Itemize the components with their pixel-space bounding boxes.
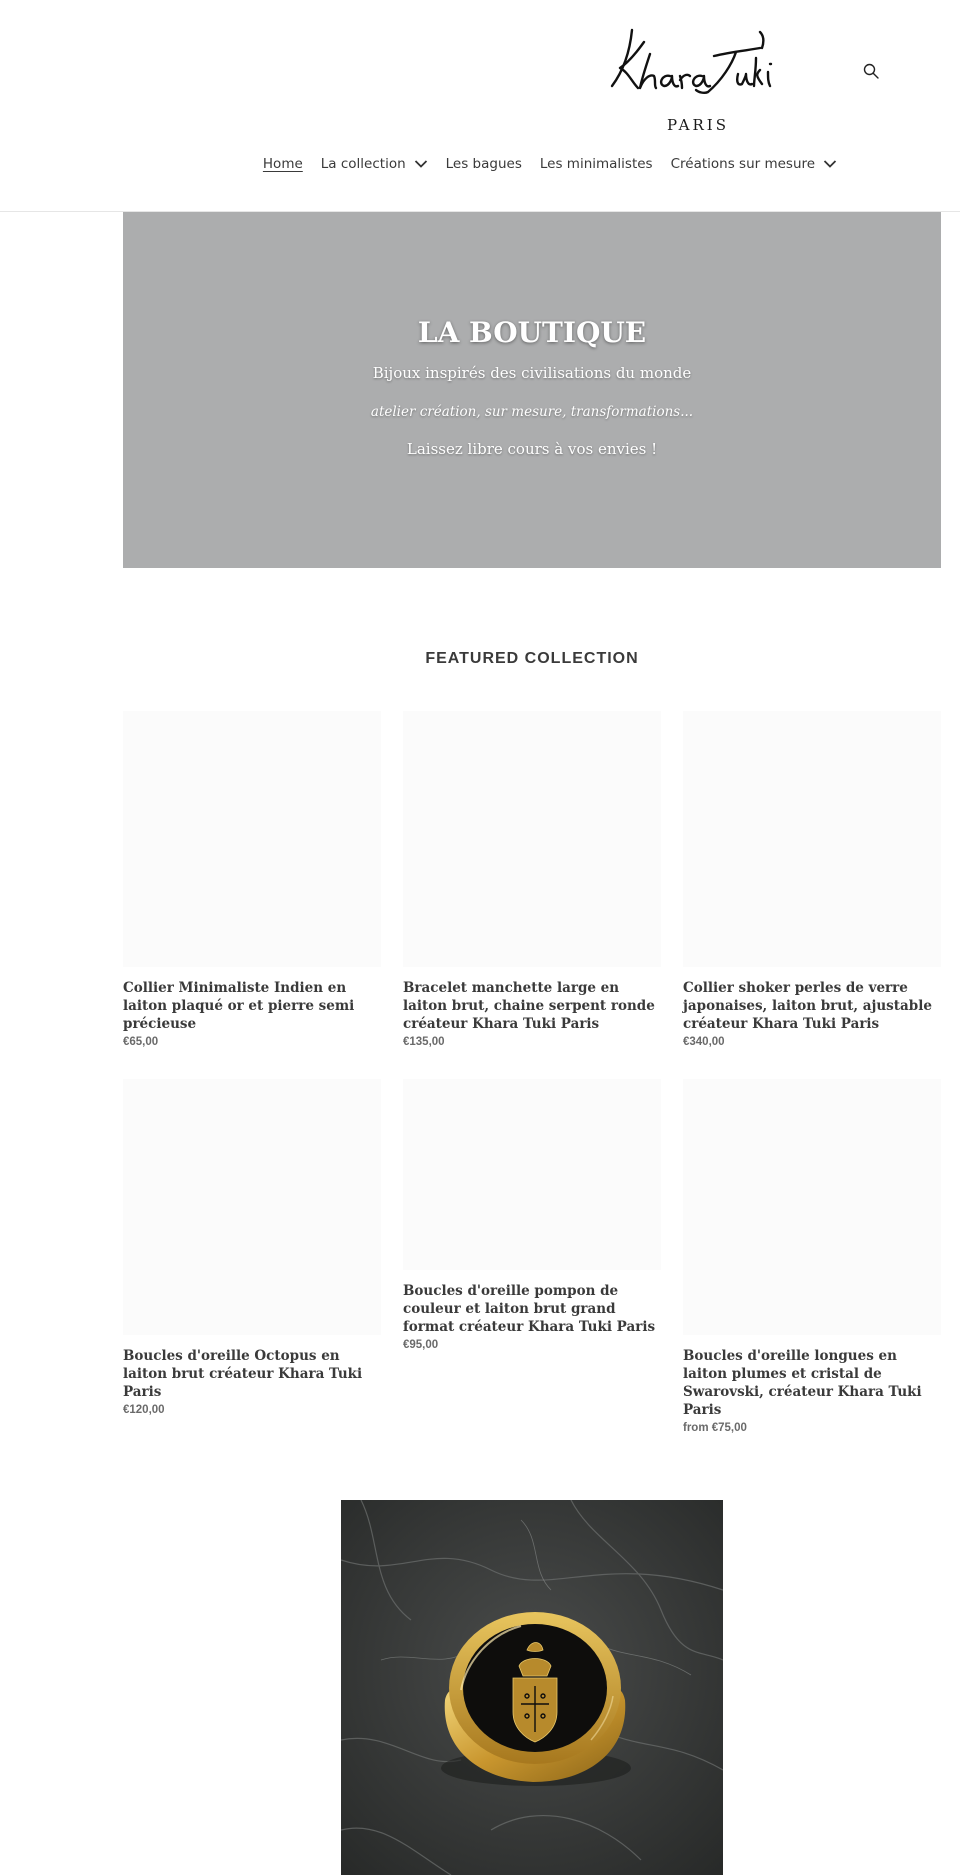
product-card[interactable] [123, 1079, 381, 1416]
product-title[interactable]: Collier Minimaliste Indien en laiton plaqué or et pierre semi précieuse [123, 980, 355, 1032]
main-navigation [0, 152, 960, 176]
product-image[interactable] [123, 1079, 381, 1335]
nav-item-label: Home [262, 156, 303, 172]
product-card[interactable] [403, 1079, 661, 1351]
product-title[interactable]: Bracelet manchette large en laiton brut, chaine serpent ronde créateur Khara Tuki Paris [403, 980, 655, 1032]
hero-subtitle: Bijoux inspirés des civilisations du monde [372, 364, 692, 382]
signet-ring-image [341, 1500, 723, 1875]
product-card[interactable] [683, 1079, 941, 1434]
product-price: €340,00 [683, 1036, 725, 1048]
product-image[interactable] [683, 1079, 941, 1335]
nav-item-label: Les bagues [445, 156, 522, 172]
product-image[interactable] [403, 711, 661, 967]
signet-ring-photo [341, 1500, 723, 1875]
product-title[interactable]: Boucles d'oreille pompon de couleur et laiton brut grand format créateur Khara Tuki Paris [403, 1283, 656, 1335]
hero-cta-text: Laissez libre cours à vos envies ! [406, 440, 658, 458]
site-header [0, 0, 960, 212]
nav-item-creations-sur-mesure[interactable] [671, 156, 837, 172]
chevron-down-icon [414, 159, 428, 169]
featured-collection-title: FEATURED COLLECTION [425, 650, 639, 667]
product-title[interactable]: Boucles d'oreille longues en laiton plumes et cristal de Swarovski, créateur Khara Tuki Paris [683, 1348, 922, 1418]
product-price: €65,00 [123, 1036, 159, 1048]
product-image[interactable] [403, 1079, 661, 1270]
product-image[interactable] [683, 711, 941, 967]
nav-item-les-bagues[interactable] [446, 156, 522, 172]
product-card[interactable] [683, 711, 941, 1048]
hero-banner [123, 212, 941, 568]
search-icon [862, 62, 880, 80]
product-card[interactable] [123, 711, 381, 1048]
product-price: from €75,00 [683, 1422, 747, 1434]
nav-item-home[interactable] [263, 156, 303, 172]
nav-item-la-collection[interactable] [321, 156, 428, 172]
search-button[interactable] [860, 60, 882, 82]
nav-item-label: La collection [320, 156, 406, 172]
product-price: €95,00 [403, 1339, 439, 1351]
product-title[interactable]: Collier shoker perles de verre japonaises, laiton brut, ajustable créateur Khara Tuki Paris [683, 980, 932, 1032]
hero-title: LA BOUTIQUE [417, 316, 647, 349]
brand-logo[interactable] [610, 20, 786, 136]
nav-item-label: Les minimalistes [539, 156, 653, 172]
product-title[interactable]: Boucles d'oreille Octopus en laiton brut créateur Khara Tuki Paris [123, 1348, 363, 1400]
product-card[interactable] [403, 711, 661, 1048]
nav-item-label: Créations sur mesure [670, 156, 816, 172]
logo-city-text: PARIS [666, 116, 730, 134]
nav-item-les-minimalistes[interactable] [540, 156, 653, 172]
product-price: €135,00 [403, 1036, 445, 1048]
chevron-down-icon [823, 159, 837, 169]
hero-tagline: atelier création, sur mesure, transformations... [370, 404, 694, 420]
logo-signature-icon [610, 20, 786, 108]
product-image[interactable] [123, 711, 381, 967]
product-price: €120,00 [123, 1404, 165, 1416]
